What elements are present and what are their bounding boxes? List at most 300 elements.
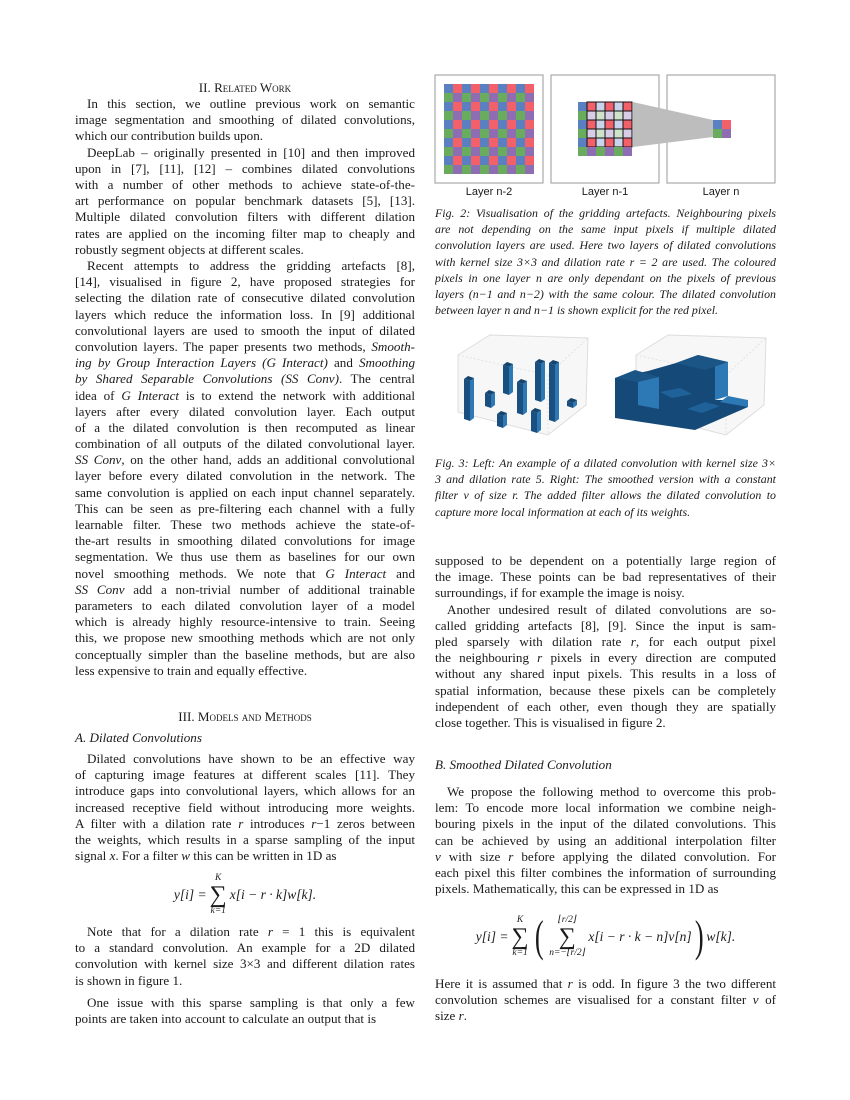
text-run: filter v of size r. The added filter allows the dilated convolution to xyxy=(435,488,776,503)
pixel xyxy=(507,147,516,156)
pixel xyxy=(453,102,462,111)
bar-3d xyxy=(517,379,527,415)
pixel xyxy=(525,93,534,102)
text-line xyxy=(75,663,415,679)
pixel xyxy=(444,93,453,102)
pixel xyxy=(516,138,525,147)
text-run: [14], visualised in figure 2, have proposed strategies for xyxy=(75,274,415,290)
pixel xyxy=(498,156,507,165)
pixel xyxy=(498,84,507,93)
left-paren: ( xyxy=(534,912,544,961)
text-line xyxy=(75,501,415,517)
text-run: art performance on popular benchmark datasets [5], [13]. xyxy=(75,193,415,209)
text-line xyxy=(75,800,415,816)
pixel xyxy=(462,120,471,129)
pixel xyxy=(596,129,605,138)
text-run: each pixel this filter combines the information of surrounding xyxy=(435,864,776,880)
pixel xyxy=(596,111,605,120)
text-run: is odd. In figure 3 the two different xyxy=(572,976,776,991)
subsection-heading: A. Dilated Convolutions xyxy=(75,730,202,745)
text-line xyxy=(75,832,415,848)
pixel xyxy=(444,138,453,147)
text-run: the image. These points can be bad representatives of their xyxy=(435,569,776,585)
pixel xyxy=(516,93,525,102)
text-line xyxy=(435,585,776,601)
pixel xyxy=(489,147,498,156)
text-run: . xyxy=(463,1008,468,1024)
pixel xyxy=(471,111,480,120)
text-run: convolution layers are used. Here two layers of dilated convolutions xyxy=(435,238,776,253)
pixel xyxy=(525,165,534,174)
text-run: In this section, we outline previous work on semantic xyxy=(87,96,415,111)
pixel xyxy=(516,156,525,165)
sum-upper: K xyxy=(516,914,524,925)
text-run: is shown in figure 1. xyxy=(75,972,183,988)
text-line xyxy=(75,468,415,484)
pixel xyxy=(614,120,623,129)
pixel xyxy=(462,111,471,120)
text-run: We propose the following method to overcome this prob- xyxy=(447,784,776,799)
text-line xyxy=(435,205,776,221)
text-line xyxy=(75,323,415,339)
text-line xyxy=(75,226,415,242)
paragraph xyxy=(75,96,415,145)
text-line xyxy=(75,1011,415,1027)
text-line xyxy=(435,849,776,865)
text-line xyxy=(435,504,776,520)
text-run: Note that for a dilation rate xyxy=(87,924,268,939)
text-run: parameters to each dilated convolution layer of a model xyxy=(75,597,415,613)
pixel xyxy=(507,120,516,129)
pixel xyxy=(480,102,489,111)
text-run: add a non-trivial number of additional trainable xyxy=(124,581,415,597)
output-pixel xyxy=(713,129,722,138)
pixel xyxy=(578,111,587,120)
pixel xyxy=(480,165,489,174)
pixel xyxy=(489,120,498,129)
text-line xyxy=(435,784,776,800)
text-run: increased receptive field without introducing more weights. xyxy=(75,799,415,815)
pixel xyxy=(525,84,534,93)
text-run: bouring pixels in the input of the dilated convolutions. This xyxy=(435,816,776,832)
text-run: layers after every dilated convolution layer. Each output xyxy=(75,403,415,419)
pixel xyxy=(489,156,498,165)
fig2-label-layer-n-2: Layer n-2 xyxy=(465,186,513,198)
paragraph xyxy=(75,145,415,258)
text-line xyxy=(75,848,415,864)
text-run: = 1 this is equivalent xyxy=(272,924,415,939)
pixel xyxy=(453,129,462,138)
pixel xyxy=(507,156,516,165)
text-line xyxy=(75,995,415,1011)
pixel xyxy=(480,93,489,102)
pixel xyxy=(471,120,480,129)
figure-3-caption xyxy=(435,455,776,520)
text-line xyxy=(435,286,776,302)
text-run: and xyxy=(327,355,359,371)
pixel xyxy=(623,129,632,138)
text-line xyxy=(435,487,776,503)
pixel xyxy=(444,165,453,174)
section-heading-related-work: II. Related Work xyxy=(198,80,292,95)
text-run: pled sparsely with dilation rate xyxy=(435,633,631,649)
pixel xyxy=(462,93,471,102)
pixel xyxy=(605,120,614,129)
text-run: of xyxy=(758,992,776,1008)
text-line xyxy=(75,420,415,436)
italic-text-run: Smoothing xyxy=(359,355,415,371)
pixel xyxy=(489,84,498,93)
pixel xyxy=(516,102,525,111)
text-run: A filter with a dilation rate xyxy=(75,815,239,831)
pixel xyxy=(614,138,623,147)
italic-text-run: Smooth- xyxy=(371,338,415,354)
italic-text-run: r xyxy=(311,815,317,831)
pixel xyxy=(489,111,498,120)
pixel xyxy=(623,120,632,129)
text-run: convolution with kernel size 3×3 and different dilation rates xyxy=(75,956,415,972)
text-run: convolution layers. The paper presents two methods, xyxy=(75,338,372,354)
pixel xyxy=(525,156,534,165)
text-line xyxy=(75,274,415,290)
pixel xyxy=(507,102,516,111)
text-line xyxy=(435,666,776,682)
text-line xyxy=(75,177,415,193)
pixel xyxy=(516,165,525,174)
text-run: this, we propose new smoothing methods which are not only xyxy=(75,630,415,646)
italic-text-run: r xyxy=(267,924,273,939)
figure-3-3d-plots xyxy=(430,330,790,450)
text-run: layers (n−1 and n−2) with the same colour. The dilated convolution xyxy=(435,286,776,301)
italic-text-run: r xyxy=(458,1008,464,1024)
inner-sum-upper: ⌊r/2⌋ xyxy=(558,914,577,925)
pixel xyxy=(587,120,596,129)
pixel xyxy=(480,111,489,120)
text-line xyxy=(75,339,415,355)
pixel xyxy=(489,93,498,102)
pixel xyxy=(507,93,516,102)
text-line xyxy=(75,371,415,387)
text-line xyxy=(435,634,776,650)
bar-3d xyxy=(485,390,495,408)
pixel xyxy=(498,102,507,111)
text-line xyxy=(75,96,415,112)
text-run: close together. This is visualised in figure 2. xyxy=(435,714,666,730)
italic-text-run: v xyxy=(435,848,441,864)
paragraph xyxy=(435,784,776,897)
pixel xyxy=(498,147,507,156)
pixel xyxy=(462,84,471,93)
text-run: capture more local information at each of its weights. xyxy=(435,504,691,519)
text-line xyxy=(75,973,415,989)
pixel xyxy=(471,165,480,174)
text-line xyxy=(435,569,776,585)
eq-body: x[i − r · k]w[k]. xyxy=(229,887,317,902)
italic-text-run: r xyxy=(567,976,573,991)
text-line xyxy=(75,404,415,420)
pixel xyxy=(489,129,498,138)
pixel xyxy=(471,156,480,165)
text-line xyxy=(435,881,776,897)
text-line xyxy=(75,614,415,630)
italic-text-run: ing by Group Interaction Layers (G Interact) xyxy=(75,355,328,371)
pixel xyxy=(578,120,587,129)
text-run: the weights, which results in a sparse sampling of the input xyxy=(75,831,415,847)
pixel xyxy=(516,84,525,93)
text-run: layers which reduce the information loss. In [9] additional xyxy=(75,306,415,322)
text-line xyxy=(75,566,415,582)
fig2-label-layer-n-1: Layer n-1 xyxy=(581,186,629,198)
italic-text-run: r xyxy=(537,650,543,666)
pixel xyxy=(507,165,516,174)
pixel xyxy=(587,147,596,156)
italic-text-run: v xyxy=(752,992,759,1008)
pixel xyxy=(587,111,596,120)
text-run: upon in [7], [11], [12] – combines dilated convolutions xyxy=(75,160,415,176)
text-run: of capturing image features at different scales [11]. They xyxy=(75,767,415,783)
bar-3d xyxy=(497,411,507,428)
pixel xyxy=(480,129,489,138)
text-run: lem: To encode more local information we combine neigh- xyxy=(435,800,776,816)
text-run: learnable filter. These two methods achieve the state-of- xyxy=(75,517,415,532)
text-line xyxy=(435,221,776,237)
paragraph xyxy=(75,995,415,1027)
text-run: is to extend the network with additional xyxy=(179,387,415,403)
pixel xyxy=(516,111,525,120)
italic-text-run: r xyxy=(508,848,514,864)
pixel xyxy=(525,111,534,120)
text-run: which our contribution builds upon. xyxy=(75,128,264,144)
text-run: the neighbouring xyxy=(435,650,538,666)
pixel xyxy=(444,84,453,93)
text-run: and xyxy=(386,565,415,581)
pixel xyxy=(587,138,596,147)
text-run: −1 zeros between xyxy=(316,815,415,831)
text-line xyxy=(435,865,776,881)
pixel xyxy=(525,129,534,138)
pixel xyxy=(453,156,462,165)
text-line xyxy=(435,618,776,634)
pixel xyxy=(623,147,632,156)
text-line xyxy=(75,924,415,940)
text-line xyxy=(435,683,776,699)
paragraph xyxy=(435,602,776,732)
text-run: Fig. 2: Visualisation of the gridding artefacts. Neighbouring pixels xyxy=(435,206,776,220)
text-line xyxy=(435,650,776,666)
pixel xyxy=(605,147,614,156)
eq-tail: w[k]. xyxy=(706,929,736,944)
text-run: Recent attempts to address the gridding artefacts [8], xyxy=(87,258,415,273)
text-run: between layer n and n−1 is shown explicit for the red pixel. xyxy=(435,303,718,318)
sum-upper: K xyxy=(215,872,222,883)
text-line xyxy=(435,553,776,569)
italic-text-run: SS Conv xyxy=(75,452,122,468)
text-run: Dilated convolutions have shown to be an effective way xyxy=(87,751,415,766)
pixel xyxy=(444,156,453,165)
text-line xyxy=(75,145,415,161)
text-line xyxy=(435,302,776,318)
italic-text-run: w xyxy=(181,848,190,864)
pixel xyxy=(471,138,480,147)
inner-sum-operator: ⌊r/2⌋ ∑ n=−⌊r/2⌋ xyxy=(549,914,586,958)
equation-smoothed-dilated-conv xyxy=(435,906,776,968)
text-run: the-art results in smoothing dilated convolutions for image xyxy=(75,533,415,549)
paragraph xyxy=(75,924,415,989)
pixel xyxy=(614,129,623,138)
text-run: , on the other hand, adds an additional convolutional xyxy=(121,452,415,468)
right-paren: ) xyxy=(694,912,704,961)
text-run: surroundings, if for example the image is noisy. xyxy=(435,585,685,601)
pixel xyxy=(498,120,507,129)
text-run: , for each output pixel xyxy=(635,633,776,649)
text-run: without any shared input pixels. This results in a loss of xyxy=(435,666,776,682)
pixel xyxy=(587,102,596,111)
pixel xyxy=(462,165,471,174)
text-line xyxy=(435,833,776,849)
text-line xyxy=(75,517,415,533)
output-pixel xyxy=(713,120,722,129)
pixel xyxy=(453,120,462,129)
text-line xyxy=(435,992,776,1008)
pixel xyxy=(614,102,623,111)
text-line xyxy=(75,630,415,646)
pixel xyxy=(516,120,525,129)
text-run: combination of all outputs of the dilated convolutional layer. xyxy=(75,436,415,452)
pixel xyxy=(578,138,587,147)
output-pixel xyxy=(722,129,731,138)
sum-lower: k=1 xyxy=(512,948,528,958)
pixel xyxy=(498,93,507,102)
text-run: robustly segment objects at different scales. xyxy=(75,241,304,257)
pixel xyxy=(480,84,489,93)
pixel xyxy=(471,93,480,102)
pixel xyxy=(578,147,587,156)
pixel xyxy=(489,102,498,111)
figure-2-caption xyxy=(435,205,776,318)
text-run: idea of xyxy=(75,387,122,403)
text-line xyxy=(75,161,415,177)
pixel xyxy=(462,102,471,111)
pixel xyxy=(498,129,507,138)
pixel xyxy=(444,147,453,156)
pixel xyxy=(516,147,525,156)
pixel xyxy=(623,111,632,120)
text-run: signal xyxy=(75,848,110,864)
pixel xyxy=(578,102,587,111)
paragraph xyxy=(75,258,415,679)
pixel xyxy=(605,129,614,138)
text-line xyxy=(75,436,415,452)
pixel xyxy=(525,138,534,147)
text-run: Multiple dilated convolution filters with different dilation xyxy=(75,209,415,225)
pixel xyxy=(525,120,534,129)
text-line xyxy=(435,976,776,992)
text-run: image segmentation and smoothing of dilated convolutions, xyxy=(75,112,415,128)
pixel xyxy=(471,102,480,111)
text-run: with size xyxy=(440,848,509,864)
pixel xyxy=(507,84,516,93)
pixel xyxy=(596,147,605,156)
text-run: . The central xyxy=(338,371,415,387)
pixel xyxy=(605,138,614,147)
text-run: size xyxy=(435,1008,459,1024)
pixel xyxy=(596,120,605,129)
pixel xyxy=(623,138,632,147)
text-run: independent of each other, even though they are spatially xyxy=(435,698,776,714)
text-run: convolutional layers are used to smooth the input of dilated xyxy=(75,322,415,338)
text-line xyxy=(75,956,415,972)
pixel xyxy=(453,111,462,120)
text-run: can be achieved by using an additional interpolation filter xyxy=(435,832,776,848)
pixel xyxy=(498,138,507,147)
text-run: to a standard convolution. An example for a 2D dilated xyxy=(75,940,415,956)
text-line xyxy=(435,455,776,471)
text-run: Another undesired result of dilated convolutions are so- xyxy=(447,601,776,617)
text-line xyxy=(75,307,415,323)
text-run: with a number of other methods to achieve state-of-the- xyxy=(75,176,415,192)
italic-text-run: r xyxy=(238,815,244,831)
pixel xyxy=(507,129,516,138)
paragraph xyxy=(75,751,415,864)
pixel xyxy=(605,111,614,120)
subsection-heading: B. Smoothed Dilated Convolution xyxy=(435,757,612,772)
bar-3d xyxy=(503,362,513,395)
text-line xyxy=(75,258,415,274)
bar-3d xyxy=(464,376,474,421)
pixel xyxy=(507,138,516,147)
pixel xyxy=(525,147,534,156)
text-line xyxy=(75,112,415,128)
text-run: pixels in one layer n are only dependant on the pixels of previous xyxy=(435,270,776,285)
pixel xyxy=(453,165,462,174)
text-line xyxy=(75,209,415,225)
bar-3d xyxy=(535,359,545,402)
italic-text-run: G Interact xyxy=(121,387,180,403)
text-line xyxy=(75,940,415,956)
text-run: supposed to be dependent on a potentially large region of xyxy=(435,553,776,568)
pixel xyxy=(623,102,632,111)
text-run: this can be written in 1D as xyxy=(189,848,337,864)
text-run: One issue with this sparse sampling is that only a few xyxy=(87,995,415,1010)
paragraph xyxy=(435,976,776,1025)
pixel xyxy=(587,129,596,138)
pixel xyxy=(453,84,462,93)
pixel xyxy=(471,129,480,138)
pixel xyxy=(498,111,507,120)
text-run: pixels in every direction are computed xyxy=(542,650,776,666)
text-run: Here it is assumed that xyxy=(435,976,568,991)
text-run: . For a filter xyxy=(115,848,182,864)
italic-text-run: G Interact xyxy=(325,565,387,581)
pixel xyxy=(462,147,471,156)
text-run: layer before every dilated convolution in the network. The xyxy=(75,468,415,484)
section-heading-models-methods: III. Models and Methods xyxy=(178,709,312,724)
paragraph xyxy=(435,553,776,602)
text-line xyxy=(435,237,776,253)
bar-3d xyxy=(531,408,541,433)
pixel xyxy=(462,129,471,138)
pixel xyxy=(462,156,471,165)
bar-3d xyxy=(549,360,559,422)
pixel xyxy=(525,102,534,111)
pixel xyxy=(605,102,614,111)
output-pixel xyxy=(722,120,731,129)
text-run: called gridding artefacts [8], [9]. Since the input is sam- xyxy=(435,617,776,633)
text-line xyxy=(75,355,415,371)
pixel xyxy=(444,120,453,129)
sum-lower: k=1 xyxy=(210,906,226,916)
pixel xyxy=(444,111,453,120)
